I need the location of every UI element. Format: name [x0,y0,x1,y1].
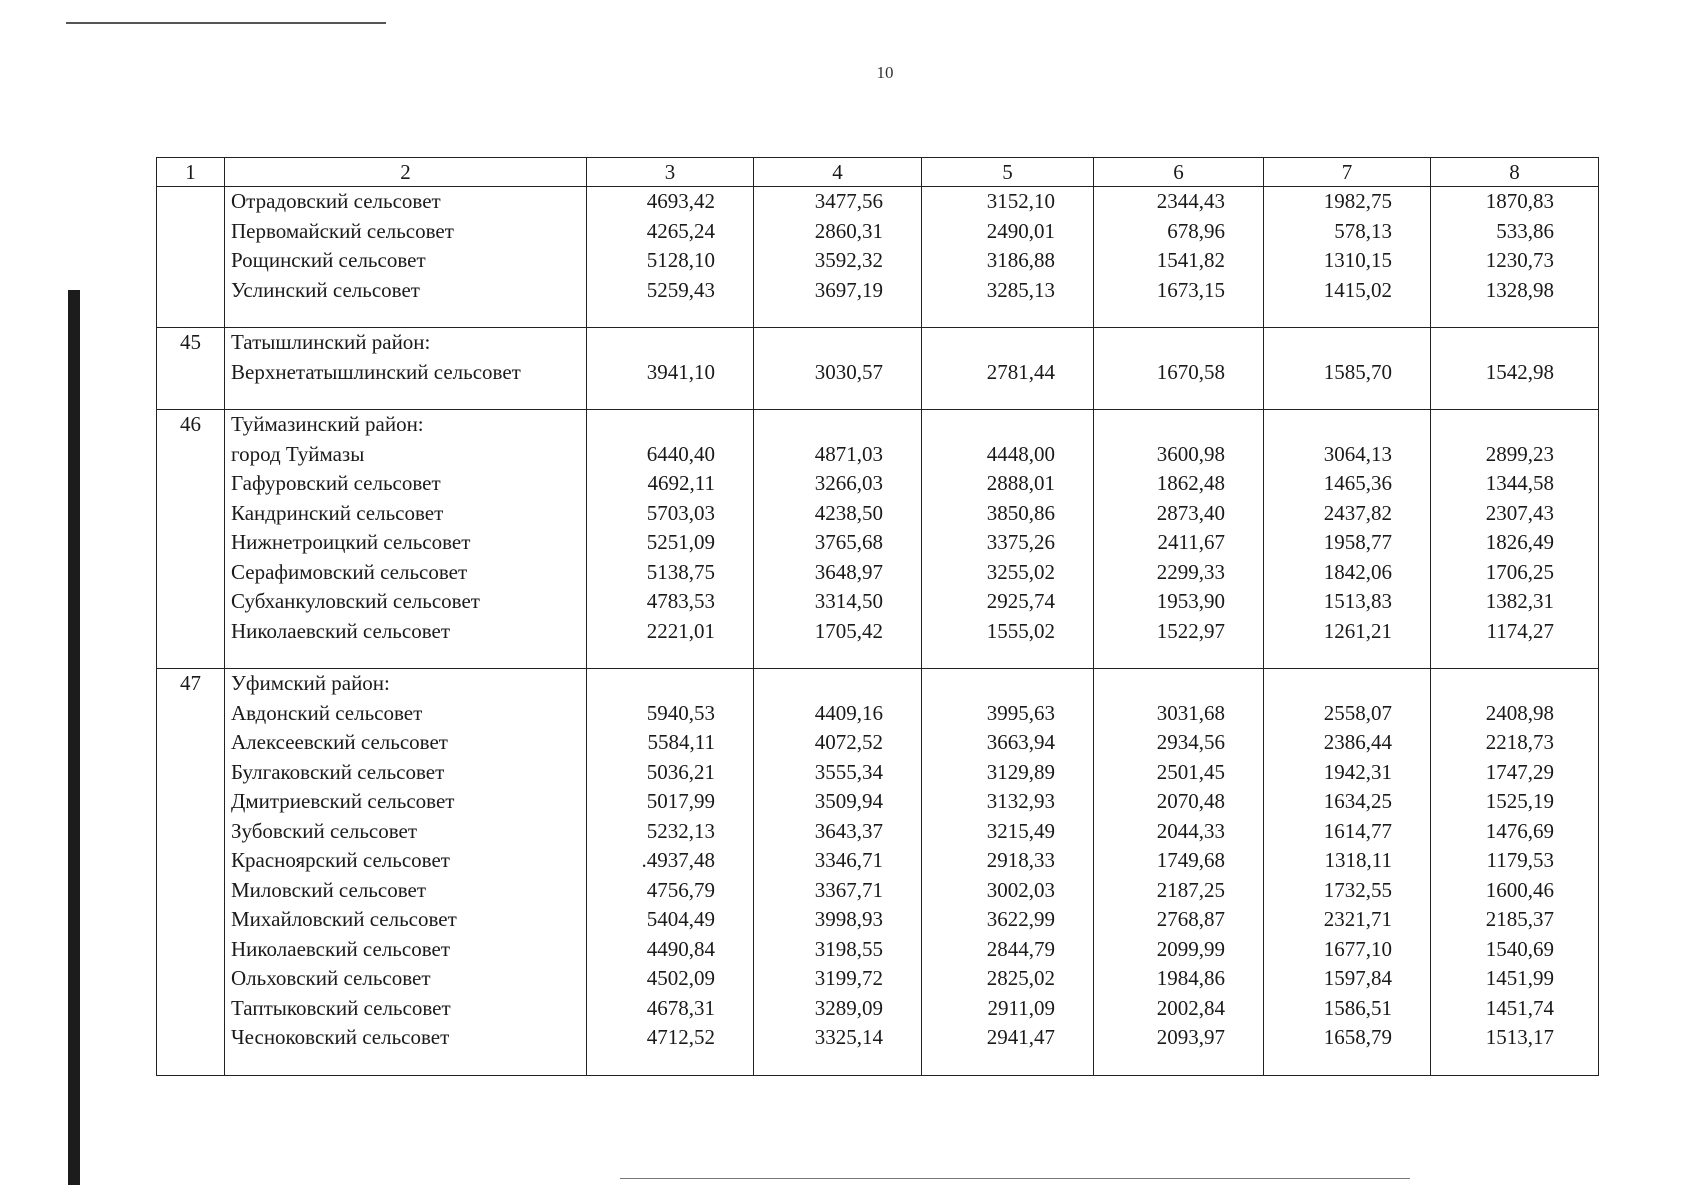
settlement-name: Кандринский сельсовет [231,500,444,525]
column-header: 4 [754,158,922,187]
blank-line [1264,328,1430,358]
value-column-7-cell [1264,669,1431,1076]
settlement-name: Николаевский сельсовет [231,618,450,643]
value-column-8-cell [1431,669,1599,1076]
column-header: 6 [1094,158,1264,187]
settlement-name: Ольховский сельсовет [231,966,431,990]
value-cell: 3375,26 [986,530,1055,554]
value-cell: 3132,93 [986,789,1055,813]
settlement-name: Нижнетроицкий сельсовет [231,530,471,554]
value-cell: 1600,46 [1485,877,1554,902]
value-cell: 3663,94 [986,730,1055,754]
value-cell: 2386,44 [1323,730,1392,754]
value-cell: 4871,03 [814,441,883,466]
value-cell: 2221,01 [646,618,715,643]
value-cell: 5232,13 [646,818,715,843]
blank-line [1094,669,1263,699]
value-cell: 5404,49 [646,907,715,931]
value-cell: 1328,98 [1485,277,1554,302]
value-cell: 1705,42 [814,618,883,643]
value-cell: 2185,37 [1485,907,1554,931]
group-number: 46 [180,412,201,436]
value-cell: 1982,75 [1323,189,1392,213]
value-cell: 4712,52 [646,1025,715,1049]
settlement-name: Субханкуловский сельсовет [231,589,480,613]
data-table [156,157,1599,1076]
value-cell: 5017,99 [646,789,715,813]
value-cell: 2768,87 [1156,907,1225,931]
value-cell: 3850,86 [986,500,1055,525]
value-cell: 3998,93 [814,907,883,931]
value-cell: 1310,15 [1323,248,1392,272]
value-cell: 2781,44 [986,359,1055,384]
value-cell: 1451,99 [1485,966,1554,990]
value-cell: 1179,53 [1486,848,1554,872]
settlement-name: Алексеевский сельсовет [231,730,448,754]
value-cell: 4265,24 [646,218,715,243]
value-cell: 5259,43 [646,277,715,302]
blank-line [1431,328,1598,358]
settlement-name: Гафуровский сельсовет [231,471,441,495]
value-cell: 2501,45 [1156,759,1225,784]
value-cell: 5128,10 [646,248,715,272]
value-cell: 1382,31 [1485,589,1554,613]
settlement-name: Миловский сельсовет [231,877,426,902]
value-cell: 1953,90 [1156,589,1225,613]
value-cell: 2321,71 [1323,907,1392,931]
value-cell: 3031,68 [1156,700,1225,725]
column-header: 7 [1264,158,1431,187]
value-cell: .4937,48 [641,848,715,872]
value-cell: 1597,84 [1323,966,1392,990]
value-cell: 3346,71 [814,848,883,872]
value-cell: 1658,79 [1323,1025,1392,1049]
value-cell: 2218,73 [1485,730,1554,754]
value-cell: 2093,97 [1156,1025,1225,1049]
value-cell: 1862,48 [1156,471,1225,495]
value-column-6-cell [1094,669,1264,1076]
settlement-name: Авдонский сельсовет [231,700,423,725]
value-cell: 1174,27 [1486,618,1554,643]
blank-line [754,669,921,699]
value-cell: 4490,84 [646,936,715,961]
value-cell: 1476,69 [1485,818,1554,843]
page-number: 10 [876,63,894,82]
value-cell: 1525,19 [1485,789,1554,813]
value-cell: 1677,10 [1323,936,1392,961]
value-cell: 1513,83 [1323,589,1392,613]
value-cell: 3152,10 [986,189,1055,213]
value-cell: 3600,98 [1156,441,1225,466]
value-cell: 3995,63 [986,700,1055,725]
value-cell: 1261,21 [1323,618,1392,643]
value-cell: 3289,09 [814,995,883,1020]
value-column-8-cell [1431,410,1599,669]
value-cell: 1540,69 [1485,936,1554,961]
value-column-3-cell [587,669,754,1076]
value-cell: 1542,98 [1485,359,1554,384]
table-header-row [157,158,1599,187]
value-cell: 2925,74 [986,589,1055,613]
value-cell: 1541,82 [1156,248,1225,272]
value-column-3-cell [587,410,754,669]
value-cell: 3199,72 [814,966,883,990]
value-cell: 4409,16 [814,700,883,725]
group-names-cell [225,328,587,410]
value-cell: 2941,47 [986,1025,1055,1049]
group-number-cell [157,410,225,669]
value-cell: 3285,13 [986,277,1055,302]
value-cell: 5940,53 [646,700,715,725]
column-header: 8 [1431,158,1599,187]
district-name: Уфимский район: [231,671,390,695]
settlement-name: Булгаковский сельсовет [231,759,445,784]
value-cell: 2002,84 [1156,995,1225,1020]
value-cell: 2437,82 [1323,500,1392,525]
value-cell: 1842,06 [1323,559,1392,584]
value-cell: 1706,25 [1485,559,1554,584]
value-cell: 1586,51 [1323,995,1392,1020]
value-cell: 1870,83 [1485,189,1554,213]
value-cell: 3198,55 [814,936,883,961]
value-cell: 2899,23 [1485,441,1554,466]
value-cell: 1826,49 [1485,530,1554,554]
value-cell: 2099,99 [1156,936,1225,961]
value-cell: 1673,15 [1156,277,1225,302]
value-cell: 3509,94 [814,789,883,813]
column-header: 2 [225,158,587,187]
value-cell: 2844,79 [986,936,1055,961]
value-cell: 3030,57 [814,359,883,384]
settlement-name: Николаевский сельсовет [231,936,450,961]
value-column-4-cell [754,410,922,669]
value-cell: 2873,40 [1156,500,1225,525]
scan-top-rule [66,22,386,24]
value-cell: 3941,10 [646,359,715,384]
value-cell: 2044,33 [1156,818,1225,843]
group-number: 47 [180,671,201,695]
table-group-row [157,669,1599,1076]
blank-line [587,669,753,699]
value-column-8-cell [1431,328,1599,410]
value-cell: 3477,56 [814,189,883,213]
table-group-row [157,328,1599,410]
settlement-name: Красноярский сельсовет [231,848,450,872]
blank-line [922,669,1093,699]
settlement-name: Рощинский сельсовет [231,248,426,272]
value-cell: 1318,11 [1324,848,1392,872]
blank-line [1431,669,1598,699]
settlement-name: Зубовский сельсовет [231,818,418,843]
group-names-cell [225,669,587,1076]
value-cell: 1984,86 [1156,966,1225,990]
value-column-7-cell [1264,410,1431,669]
value-cell: 2411,67 [1157,530,1225,554]
value-column-3-cell [587,187,754,328]
value-cell: 1555,02 [986,618,1055,643]
group-number-cell [157,669,225,1076]
value-cell: 678,96 [1167,218,1225,243]
value-cell: 1942,31 [1323,759,1392,784]
value-cell: 4783,53 [646,589,715,613]
blank-line [1264,669,1430,699]
value-cell: 5703,03 [646,500,715,525]
blank-line [1094,410,1263,440]
blank-line [1431,410,1598,440]
settlement-name: Серафимовский сельсовет [231,559,468,584]
value-cell: 3325,14 [814,1025,883,1049]
value-cell: 2918,33 [986,848,1055,872]
settlement-name: Верхнетатышлинский сельсовет [231,359,521,384]
value-cell: 5036,21 [646,759,715,784]
value-cell: 4502,09 [646,966,715,990]
value-cell: 2187,25 [1156,877,1225,902]
value-column-4-cell [754,328,922,410]
settlement-name: Михайловский сельсовет [231,907,457,931]
blank-line [754,410,921,440]
value-cell: 3064,13 [1323,441,1392,466]
value-cell: 5138,75 [646,559,715,584]
blank-line [587,410,753,440]
value-cell: 3314,50 [814,589,883,613]
value-cell: 3186,88 [986,248,1055,272]
blank-line [754,328,921,358]
value-cell: 4692,11 [647,471,715,495]
value-cell: 4693,42 [646,189,715,213]
value-cell: 1614,77 [1323,818,1392,843]
value-column-7-cell [1264,328,1431,410]
value-column-7-cell [1264,187,1431,328]
value-cell: 1465,36 [1323,471,1392,495]
settlement-name: Услинский сельсовет [231,277,420,302]
value-cell: 533,86 [1496,218,1554,243]
group-number: 45 [180,330,201,354]
value-cell: 3215,49 [986,818,1055,843]
value-cell: 578,13 [1334,218,1392,243]
settlement-name: Чесноковский сельсовет [231,1025,450,1049]
value-column-5-cell [922,669,1094,1076]
value-cell: 4238,50 [814,500,883,525]
value-cell: 3002,03 [986,877,1055,902]
value-cell: 5251,09 [646,530,715,554]
value-cell: 1415,02 [1323,277,1392,302]
value-cell: 3367,71 [814,877,883,902]
group-names-cell [225,187,587,328]
value-cell: 1522,97 [1156,618,1225,643]
blank-line [922,410,1093,440]
value-column-6-cell [1094,187,1264,328]
value-cell: 2070,48 [1156,789,1225,813]
value-cell: 3643,37 [814,818,883,843]
blank-line [922,328,1093,358]
value-cell: 4448,00 [986,441,1055,466]
value-cell: 1451,74 [1485,995,1554,1020]
value-cell: 2344,43 [1156,189,1225,213]
scan-bottom-rule [620,1178,1410,1179]
value-column-4-cell [754,669,922,1076]
value-cell: 1585,70 [1323,359,1392,384]
table-body [157,187,1599,1076]
value-cell: 1732,55 [1323,877,1392,902]
data-table-container [156,157,1598,1076]
value-cell: 3129,89 [986,759,1055,784]
value-cell: 3592,32 [814,248,883,272]
value-cell: 2860,31 [814,218,883,243]
table-group-row [157,187,1599,328]
group-number-cell [157,187,225,328]
value-cell: 2888,01 [986,471,1055,495]
settlement-name: город Туймазы [231,441,365,466]
column-header: 1 [157,158,225,187]
value-cell: 4678,31 [646,995,715,1020]
settlement-name: Отрадовский сельсовет [231,189,441,213]
value-cell: 1344,58 [1485,471,1554,495]
value-cell: 5584,11 [647,730,715,754]
blank-line [587,328,753,358]
value-cell: 2307,43 [1485,500,1554,525]
value-cell: 1958,77 [1323,530,1392,554]
value-cell: 3697,19 [814,277,883,302]
value-cell: 2934,56 [1156,730,1225,754]
column-header: 5 [922,158,1094,187]
value-cell: 6440,40 [646,441,715,466]
value-column-5-cell [922,410,1094,669]
value-cell: 2299,33 [1156,559,1225,584]
settlement-name: Первомайский сельсовет [231,218,454,243]
value-column-5-cell [922,328,1094,410]
group-number-cell [157,328,225,410]
value-cell: 1230,73 [1485,248,1554,272]
value-cell: 4072,52 [814,730,883,754]
value-cell: 2825,02 [986,966,1055,990]
value-cell: 3765,68 [814,530,883,554]
district-name: Туймазинский район: [231,412,424,436]
value-cell: 3255,02 [986,559,1055,584]
district-name: Татышлинский район: [231,330,431,354]
value-cell: 2408,98 [1485,700,1554,725]
value-cell: 1749,68 [1156,848,1225,872]
value-cell: 3555,34 [814,759,883,784]
value-column-4-cell [754,187,922,328]
scan-binding-edge [68,290,80,1185]
value-cell: 2558,07 [1323,700,1392,725]
value-cell: 2490,01 [986,218,1055,243]
value-cell: 4756,79 [646,877,715,902]
group-number [157,187,224,217]
settlement-name: Дмитриевский сельсовет [231,789,455,813]
settlement-name: Таптыковский сельсовет [231,995,451,1020]
table-group-row [157,410,1599,669]
blank-line [1264,410,1430,440]
value-cell: 3266,03 [814,471,883,495]
value-column-5-cell [922,187,1094,328]
value-column-8-cell [1431,187,1599,328]
value-cell: 1747,29 [1485,759,1554,784]
value-column-3-cell [587,328,754,410]
group-names-cell [225,410,587,669]
value-column-6-cell [1094,410,1264,669]
value-cell: 1634,25 [1323,789,1392,813]
value-cell: 1670,58 [1156,359,1225,384]
value-column-6-cell [1094,328,1264,410]
column-header: 3 [587,158,754,187]
blank-line [1094,328,1263,358]
value-cell: 1513,17 [1485,1025,1554,1049]
value-cell: 3622,99 [986,907,1055,931]
value-cell: 2911,09 [987,995,1055,1020]
value-cell: 3648,97 [814,559,883,584]
